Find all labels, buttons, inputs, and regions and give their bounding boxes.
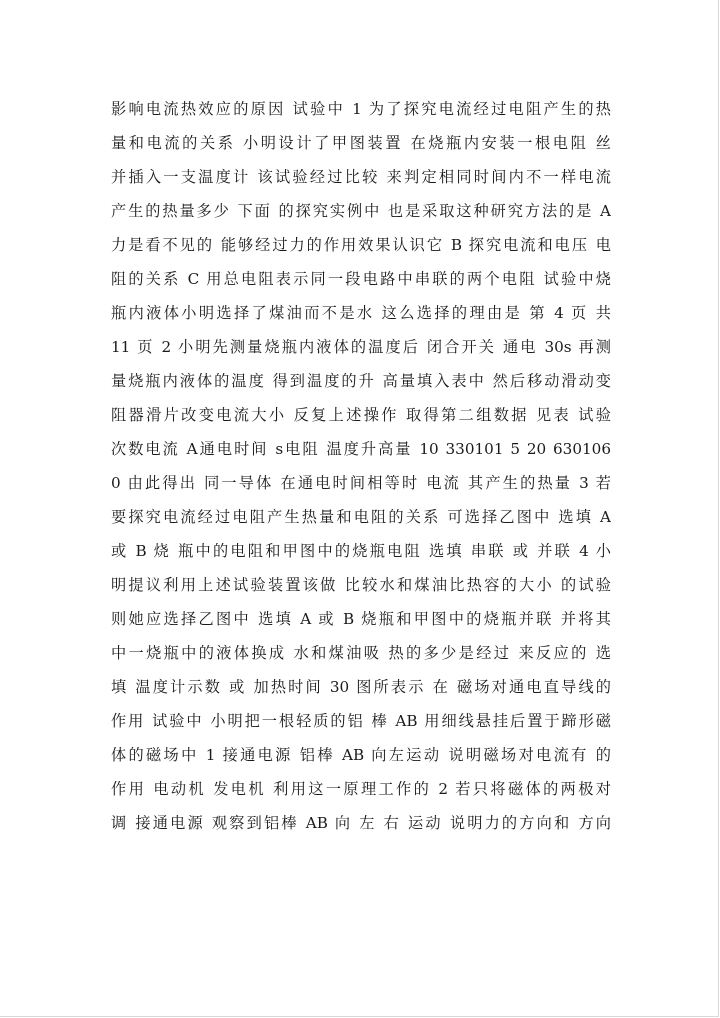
text-line: 要探究电流经过电阻产生热量和电阻的关系 可选择乙图中 选填 A [111,508,611,526]
text-line: 力是看不见的 能够经过力的作用效果认识它 B 探究电流和电压 电 [111,236,611,254]
text-line: 量和电流的关系 小明设计了甲图装置 在烧瓶内安装一根电阻 丝 [111,134,611,152]
text-line: 影响电流热效应的原因 试验中 1 为了探究电流经过电阻产生的热 [111,100,611,118]
text-line: 中一烧瓶中的液体换成 水和煤油吸 热的多少是经过 来反应的 选 [111,644,611,662]
text-line: 调 接通电源 观察到铝棒 AB 向 左 右 运动 说明力的方向和 方向 [111,814,611,832]
text-line: 瓶内液体小明选择了煤油而不是水 这么选择的理由是 第 4 页 共 [111,304,611,322]
text-line: 产生的热量多少 下面 的探究实例中 也是采取这种研究方法的是 A [111,202,611,220]
text-line: 明提议利用上述试验装置该做 比较水和煤油比热容的大小 的试验 [111,576,611,594]
text-line: 0 由此得出 同一导体 在通电时间相等时 电流 其产生的热量 3 若 [111,474,611,492]
text-line: 体的磁场中 1 接通电源 铝棒 AB 向左运动 说明磁场对电流有 的 [111,746,611,764]
text-line: 量烧瓶内液体的温度 得到温度的升 高量填入表中 然后移动滑动变 [111,372,611,390]
text-line: 11 页 2 小明先测量烧瓶内液体的温度后 闭合开关 通电 30s 再测 [111,338,611,356]
text-line: 阻的关系 C 用总电阻表示同一段电路中串联的两个电阻 试验中烧 [111,270,611,288]
text-line: 作用 试验中 小明把一根轻质的铝 棒 AB 用细线悬挂后置于蹄形磁 [111,712,611,730]
body-text [111,92,611,840]
text-line: 阻器滑片改变电流大小 反复上述操作 取得第二组数据 见表 试验 [111,406,611,424]
text-line: 填 温度计示数 或 加热时间 30 图所表示 在 磁场对通电直导线的 [111,678,611,696]
text-line: 或 B 烧 瓶中的电阻和甲图中的烧瓶电阻 选填 串联 或 并联 4 小 [111,542,611,560]
text-line: 作用 电动机 发电机 利用这一原理工作的 2 若只将磁体的两极对 [111,780,611,798]
text-line: 次数电流 A通电时间 s电阻 温度升高量 10 330101 5 20 630106 [111,440,611,458]
text-line: 则她应选择乙图中 选填 A 或 B 烧瓶和甲图中的烧瓶并联 并将其 [111,610,611,628]
text-line: 并插入一支温度计 该试验经过比较 来判定相同时间内不一样电流 [111,168,611,186]
